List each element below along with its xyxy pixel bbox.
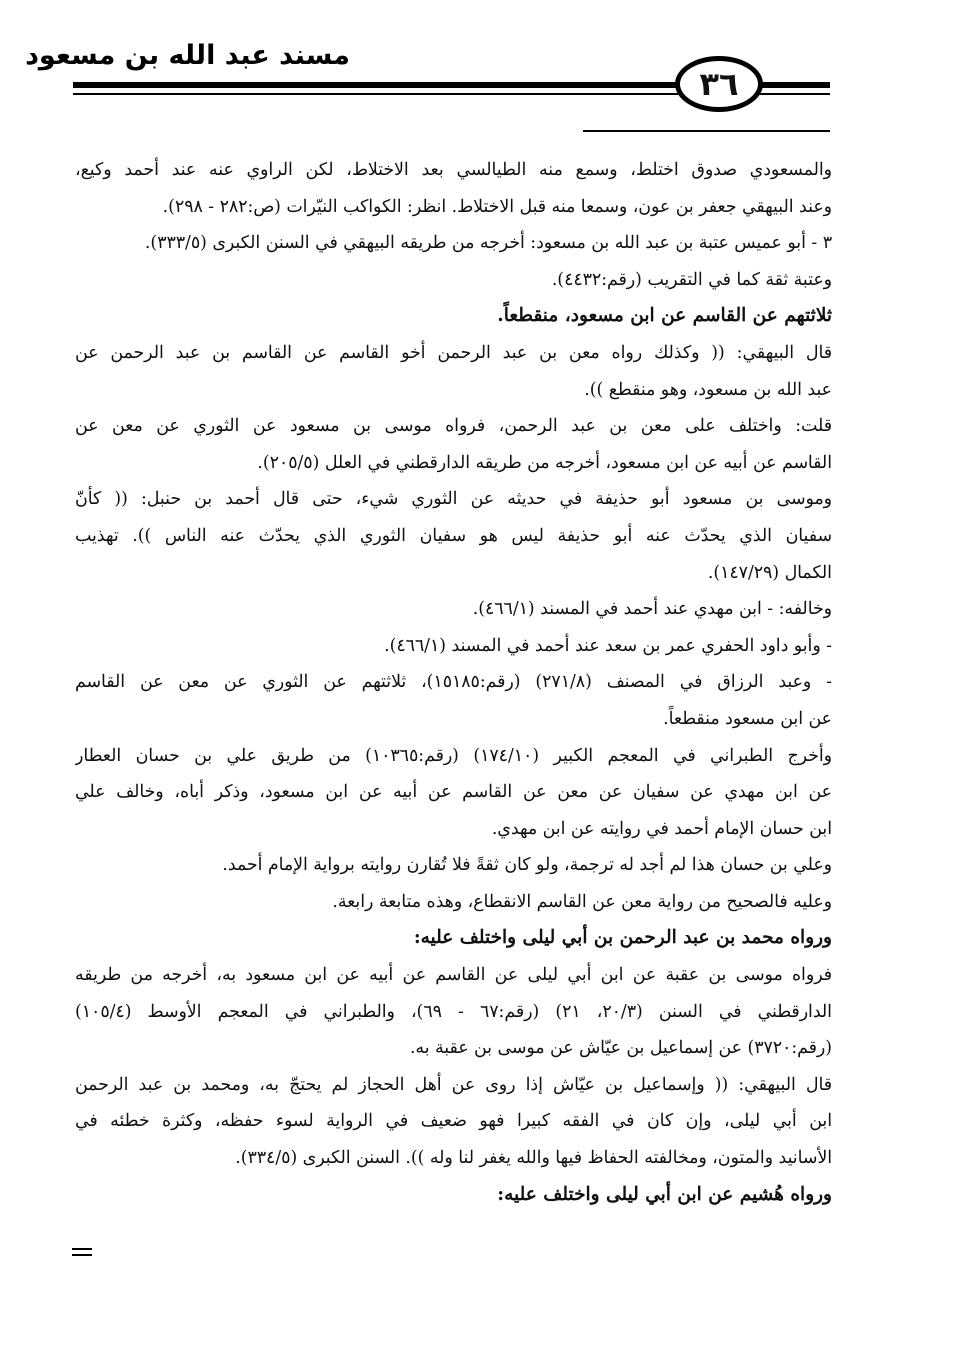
continuation-mark bbox=[72, 1248, 92, 1258]
text-line: سفيان الذي يحدّث عنه أبو حذيفة ليس هو سفيان الثوري الذي يحدّث عنه الناس )). تهذيب bbox=[75, 525, 832, 546]
footnote-separator bbox=[583, 130, 830, 132]
section-heading: ثلاثتهم عن القاسم عن ابن مسعود، منقطعاً. bbox=[497, 305, 832, 327]
text-line: القاسم عن أبيه عن ابن مسعود، أخرجه من طريقه الدارقطني في العلل (٢٠٥/٥). bbox=[257, 452, 832, 473]
text-line: عن ابن مهدي عن سفيان عن معن عن القاسم عن أبيه عن ابن مسعود، وذكر أباه، وخالف علي bbox=[75, 782, 832, 803]
text-line: والمسعودي صدوق اختلط، وسمع منه الطيالسي بعد الاختلاط، لكن الراوي عنه عند أحمد وكيع، bbox=[75, 160, 832, 180]
text-line: عن ابن مسعود منقطعاً. bbox=[663, 708, 832, 729]
section-heading: ورواه هُشيم عن ابن أبي ليلى واختلف عليه: bbox=[497, 1183, 832, 1205]
text-line: - وعبد الرزاق في المصنف (٢٧١/٨) (رقم:١٥١٨٥)، ثلاثتهم عن الثوري عن معن عن القاسم bbox=[75, 672, 832, 693]
text-line: (رقم:٣٧٢٠) عن إسماعيل بن عيّاش عن موسى بن عقبة به. bbox=[409, 1038, 832, 1059]
text-line: وعتبة ثقة كما في التقريب (رقم:٤٤٣٢). bbox=[551, 269, 832, 290]
text-line: ٣ - أبو عميس عتبة بن عبد الله بن مسعود: أخرجه من طريقه البيهقي في السنن الكبرى (٣٣٣/٥). bbox=[144, 233, 832, 254]
book-title: مسند عبد الله بن مسعود bbox=[25, 40, 350, 71]
text-line: فرواه موسى بن عقبة عن ابن أبي ليلى عن القاسم عن أبيه عن ابن مسعود به، أخرجه من طريقه bbox=[75, 965, 832, 986]
text-line: - وأبو داود الحفري عمر بن سعد عند أحمد في المسند (٤٦٦/١). bbox=[384, 635, 832, 656]
text-line: الكمال (١٤٧/٢٩). bbox=[707, 562, 832, 583]
text-line: وأخرج الطبراني في المعجم الكبير (١٧٤/١٠) (رقم:١٠٣٦٥) من طريق علي بن حسان العطار bbox=[75, 745, 832, 766]
text-line: عبد الله بن مسعود، وهو منقطع )). bbox=[584, 379, 832, 400]
text-line: وموسى بن مسعود أبو حذيفة في حديثه عن الثوري شيء، حتى قال أحمد بن حنبل: (( كأنّ bbox=[75, 489, 832, 510]
page-number-badge bbox=[675, 56, 763, 112]
text-line: ابن حسان الإمام أحمد في روايته عن ابن مهدي. bbox=[491, 818, 832, 839]
text-line: قال البيهقي: (( وإسماعيل بن عيّاش إذا روى عن أهل الحجاز لم يحتجّ به، ومحمد بن عبد الرحمن bbox=[75, 1074, 832, 1095]
page-number: ٣٦ bbox=[699, 65, 739, 103]
text-line: الأسانيد والمتون، ومخالفته الحفاظ فيها والله يغفر لنا وله )). السنن الكبرى (٣٣٤/٥). bbox=[235, 1148, 832, 1169]
text-line: وعليه فالصحيح من رواية معن عن القاسم الانقطاع، وهذه متابعة رابعة. bbox=[332, 891, 832, 912]
text-line: ابن أبي ليلى، وإن كان في الفقه كبيرا فهو ضعيف في الرواية لسوء حفظه، وكثرة خطئه في bbox=[75, 1111, 832, 1132]
footnote-text bbox=[75, 152, 832, 1213]
text-line: قلت: واختلف على معن بن عبد الرحمن، فرواه موسى بن مسعود عن الثوري عن معن عن bbox=[75, 416, 832, 437]
section-heading: ورواه محمد بن عبد الرحمن بن أبي ليلى واختلف عليه: bbox=[413, 927, 832, 949]
text-line: الدارقطني في السنن (٢٠/٣، ٢١) (رقم:٦٧ - ٦٩)، والطبراني في المعجم الأوسط (١٠٥/٤) bbox=[75, 1001, 832, 1022]
text-line: وعند البيهقي جعفر بن عون، وسمعا منه قبل الاختلاط. انظر: الكواكب النيّرات (ص:٢٨٢ - ٢٩٨). bbox=[162, 196, 832, 217]
text-line: وعلي بن حسان هذا لم أجد له ترجمة، ولو كان ثقةً فلا تُقارن روايته برواية الإمام أحمد. bbox=[222, 855, 832, 876]
text-line: وخالفه: - ابن مهدي عند أحمد في المسند (٤٦٦/١). bbox=[472, 599, 832, 620]
text-line: قال البيهقي: (( وكذلك رواه معن بن عبد الرحمن أخو القاسم عن القاسم بن عبد الرحمن عن bbox=[75, 342, 832, 363]
